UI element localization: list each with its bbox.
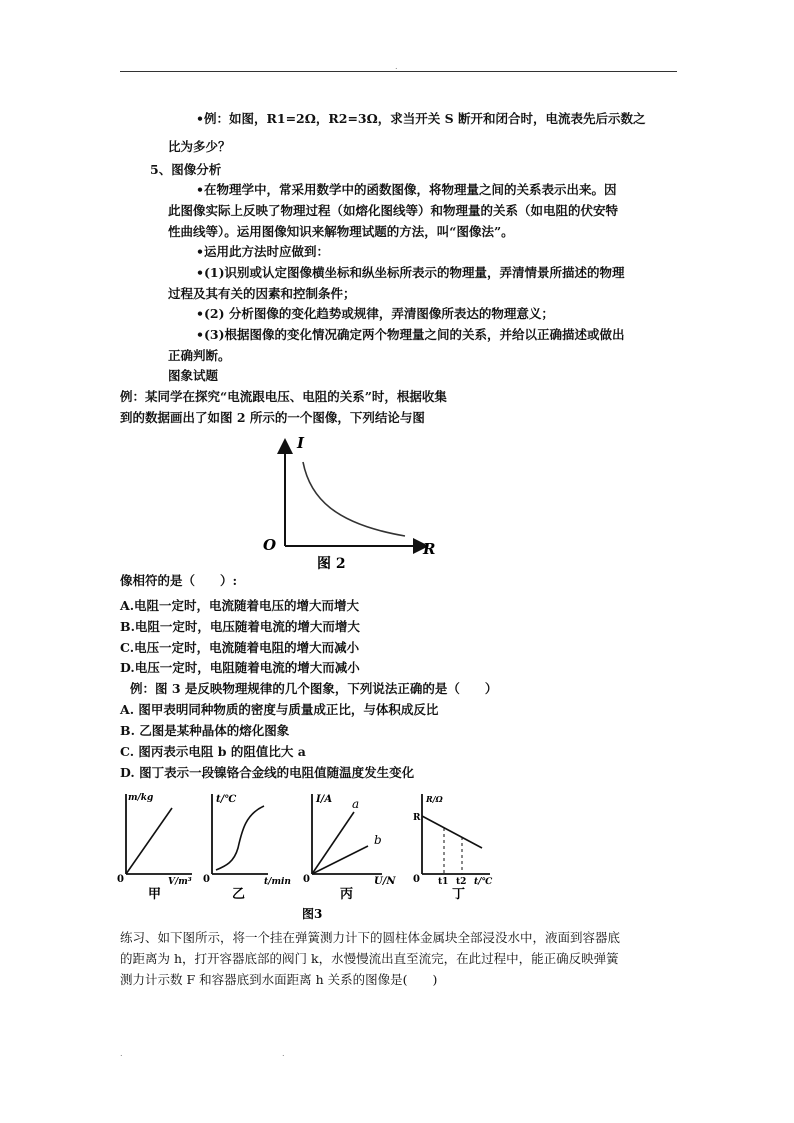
q2-option-a: A. 图甲表明同种物质的密度与质量成正比，与体积成反比 xyxy=(120,702,439,717)
text-line-6: 性曲线等）。运用图像知识来解物理试题的方法，叫“图像法”。 xyxy=(168,224,514,239)
text-line-12: 正确判断。 xyxy=(168,348,231,363)
bing-line-a: a xyxy=(352,797,360,811)
ding-name: 丁 xyxy=(452,887,466,902)
text-line-4: •在物理学中，常采用数学中的函数图像，将物理量之间的关系表示出来。因 xyxy=(196,182,617,197)
bing-x-label: U/N xyxy=(374,876,396,887)
text-line-11: •(3)根据图像的变化情况确定两个物理量之间的关系，并给以正确描述或做出 xyxy=(196,327,625,342)
option-c: C.电压一定时，电流随着电阻的增大而减小 xyxy=(120,640,360,655)
yi-y-label: t/℃ xyxy=(216,794,237,805)
fig3-caption: 图3 xyxy=(302,907,323,921)
header-rule xyxy=(120,71,677,72)
figure-3 xyxy=(112,786,502,926)
fig3-bing xyxy=(303,794,396,902)
exercise-line-3: 测力计示数 F 和容器底到水面距离 h 关系的图像是( ) xyxy=(120,972,438,987)
text-line-5: 此图像实际上反映了物理过程（如熔化图线等）和物理量的关系（如电阻的伏安特 xyxy=(168,203,619,218)
q2-option-c: C. 图丙表示电阻 b 的阻值比大 a xyxy=(120,744,306,759)
fig3-ding xyxy=(413,794,492,902)
fig3-yi xyxy=(203,794,291,902)
q2-option-d: D. 图丁表示一段镍铬合金线的电阻值随温度发生变化 xyxy=(120,765,415,780)
jia-name: 甲 xyxy=(148,887,162,902)
fig2-origin: O xyxy=(263,536,277,554)
fig3-jia xyxy=(117,793,192,902)
question-line-1: 例：某同学在探究“电流跟电压、电阻的关系”时，根据收集 xyxy=(120,389,447,404)
jia-x-label: V/m³ xyxy=(168,877,192,887)
question-2: 例：图 3 是反映物理规律的几个图象，下列说法正确的是（ ） xyxy=(130,681,498,696)
fig2-x-label: R xyxy=(423,540,436,558)
ding-x-label: t/℃ xyxy=(474,877,493,887)
jia-y-label: m/kg xyxy=(128,793,154,803)
subheading: 图象试题 xyxy=(168,368,219,383)
ding-r-mark: R xyxy=(413,813,421,823)
footer-dot-left: . xyxy=(120,1049,123,1058)
text-line-1: •例：如图，R1=2Ω，R2=3Ω，求当开关 S 断开和闭合时，电流表先后示数之 xyxy=(196,111,646,126)
ding-t1: t1 xyxy=(438,877,449,887)
bing-name: 丙 xyxy=(340,887,354,902)
text-line-2: 比为多少？ xyxy=(168,139,231,154)
yi-x-label: t/min xyxy=(264,877,291,887)
q2-option-b: B. 乙图是某种晶体的熔化图象 xyxy=(120,723,290,738)
ding-t2: t2 xyxy=(456,877,467,887)
exercise-line-2: 的距离为 h，打开容器底部的阀门 k，水慢慢流出直至流完，在此过程中，能正确反映弹簧 xyxy=(120,951,619,966)
bing-origin: 0 xyxy=(303,874,310,885)
yi-origin: 0 xyxy=(203,874,210,885)
exercise-line-1: 练习、如下图所示，将一个挂在弹簧测力计下的圆柱体金属块全部浸没水中，液面到容器底 xyxy=(120,930,621,945)
bing-y-label: I/A xyxy=(316,794,333,805)
ding-y-label: R/Ω xyxy=(426,794,443,804)
text-line-9: 过程及其有关的因素和控制条件； xyxy=(168,286,356,301)
bing-line-b: b xyxy=(374,833,382,847)
option-b: B.电阻一定时，电压随着电流的增大而增大 xyxy=(120,619,360,634)
text-line-8: •(1)识别或认定图像横坐标和纵坐标所表示的物理量，弄清情景所描述的物理 xyxy=(196,265,625,280)
footer-dot-right: . xyxy=(282,1049,285,1058)
option-a: A.电阻一定时，电流随着电压的增大而增大 xyxy=(120,598,360,613)
question-line-3: 像相符的是（ ）: xyxy=(120,573,238,588)
fig2-caption: 图 2 xyxy=(317,556,346,572)
fig2-y-label: I xyxy=(297,434,305,452)
header-dot: . xyxy=(395,62,398,71)
text-line-7: •运用此方法时应做到： xyxy=(196,244,329,259)
figure-2 xyxy=(255,428,445,573)
ding-origin: 0 xyxy=(413,874,420,885)
jia-origin: 0 xyxy=(117,874,124,885)
section-heading: 5、图像分析 xyxy=(150,162,222,177)
yi-name: 乙 xyxy=(232,887,246,902)
question-line-2: 到的数据画出了如图 2 所示的一个图像，下列结论与图 xyxy=(120,410,425,425)
text-line-10: •(2) 分析图像的变化趋势或规律，弄清图像所表达的物理意义； xyxy=(196,306,554,321)
option-d: D.电压一定时，电阻随着电流的增大而减小 xyxy=(120,660,360,675)
